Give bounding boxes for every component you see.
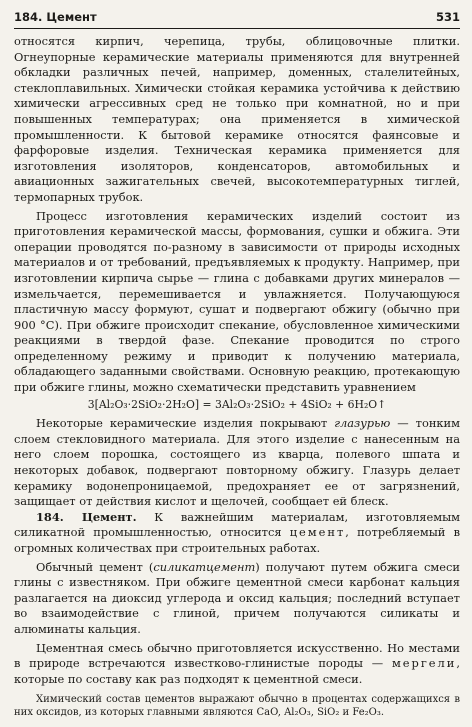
paragraph-ceramics-process: Процесс изготовления керамических изделий состоит из приготовления керамической массы, формования, сушки и обжига. Эти операции проводятся по-разному в зависимости от природы исходных материалов и от требований, предъявляемых к продукту. Например, при изготовлении кирпича сырье — глина с добавками других минералов — измельчается, перемешивается и увлажняется. Получающуюся пластичную массу формуют, сушат и подвергают обжигу (обычно при 900 °С). При обжиге происходит спекание, обусловленное химическими реакциями в твердой фазе. Спекание проводится по строго определенному режиму и приводит к получению материала, обладающего заданными свойствами. Основную реакцию, протекающую при обжиге глины, можно схематически представить уравнением (14, 208, 460, 395)
silicate-text-after: ) получают путем обжига смеси глины с известняком. При обжиге цементной смеси карбонат кальция разлагается на диоксид углерода и оксид кальция; последний вступает во взаимодействие с глиной, причем получаются силикаты и алюминаты кальция. (14, 559, 460, 636)
glaze-text-before: Некоторые керамические изделия покрывают (36, 416, 335, 431)
silicate-cement-term: силикатцемент (153, 559, 256, 574)
marl-text-before: Цементная смесь обычно приготовляется искусственно. Но местами в природе встречаются известково-глинистые породы — (14, 640, 460, 671)
paragraph-marl (14, 641, 460, 688)
reaction-equation: 3[Al₂O₃·2SiO₂·2H₂O] = 3Al₂O₃·2SiO₂ + 4SiO₂ + 6H₂O↑ (87, 397, 387, 411)
marl-term: мергели (391, 656, 457, 671)
silicate-text-before: Обычный цемент ( (36, 559, 154, 574)
paragraph-glaze (14, 416, 460, 510)
paragraph-silicate-cement (14, 560, 460, 638)
paragraph-cement-intro (14, 510, 460, 557)
header-rule (14, 28, 460, 29)
cement-term: цемент (289, 525, 346, 540)
cement-intro-after: , потребляемый в огромных количествах при строительных работах. (14, 525, 460, 555)
marl-text-after: , которые по составу как раз подходят к цементной смеси. (14, 656, 460, 686)
glaze-term: глазурью (334, 416, 391, 431)
paragraph-ceramics-uses: относятся кирпич, черепица, трубы, облицовочные плитки. Огнеупорные керамические материалы применяются для внутренней обкладки различных печей, например, доменных, сталелитейных, стеклоплавильных. Химически стойкая керамика устойчива к действию химически агрессивных сред не только при комнатной, но и при повышенных температурах; она применяется в химической промышленности. К бытовой керамике относятся фаянсовые и фарфоровые изделия. Техническая керамика применяется для изготовления изоляторов, конденсаторов, автомобильных и авиационных зажигательных свечей, высокотемпературных тиглей, термопарных трубок. (14, 34, 460, 204)
glaze-text-after: — тонким слоем стекловидного материала. Для этого изделие с нанесенным на него слоем порошка, состоящего из кварца, полевого шпата и некоторых добавок, подвергают повторному обжигу. Глазурь делает керамику водонепроницаемой, предохраняет ее от загрязнений, защищает от действия кислот и щелочей, сообщает ей блеск. (14, 416, 460, 509)
page-number: 531 (435, 10, 460, 24)
cement-intro-before: К важнейшим материалам, изготовляемым силикатной промышленностью, относится (14, 509, 460, 540)
running-header (14, 6, 460, 28)
section-heading: 184. Цемент. (36, 509, 137, 524)
body-text (14, 34, 460, 719)
footnote-cement-composition: Химический состав цементов выражают обычно в процентах содержащихся в них оксидов, из которых главными являются CaO, Al₂O₃, SiO₂ и Fe₂O₃. (14, 694, 460, 719)
section-title: 184. Цемент (14, 10, 97, 24)
